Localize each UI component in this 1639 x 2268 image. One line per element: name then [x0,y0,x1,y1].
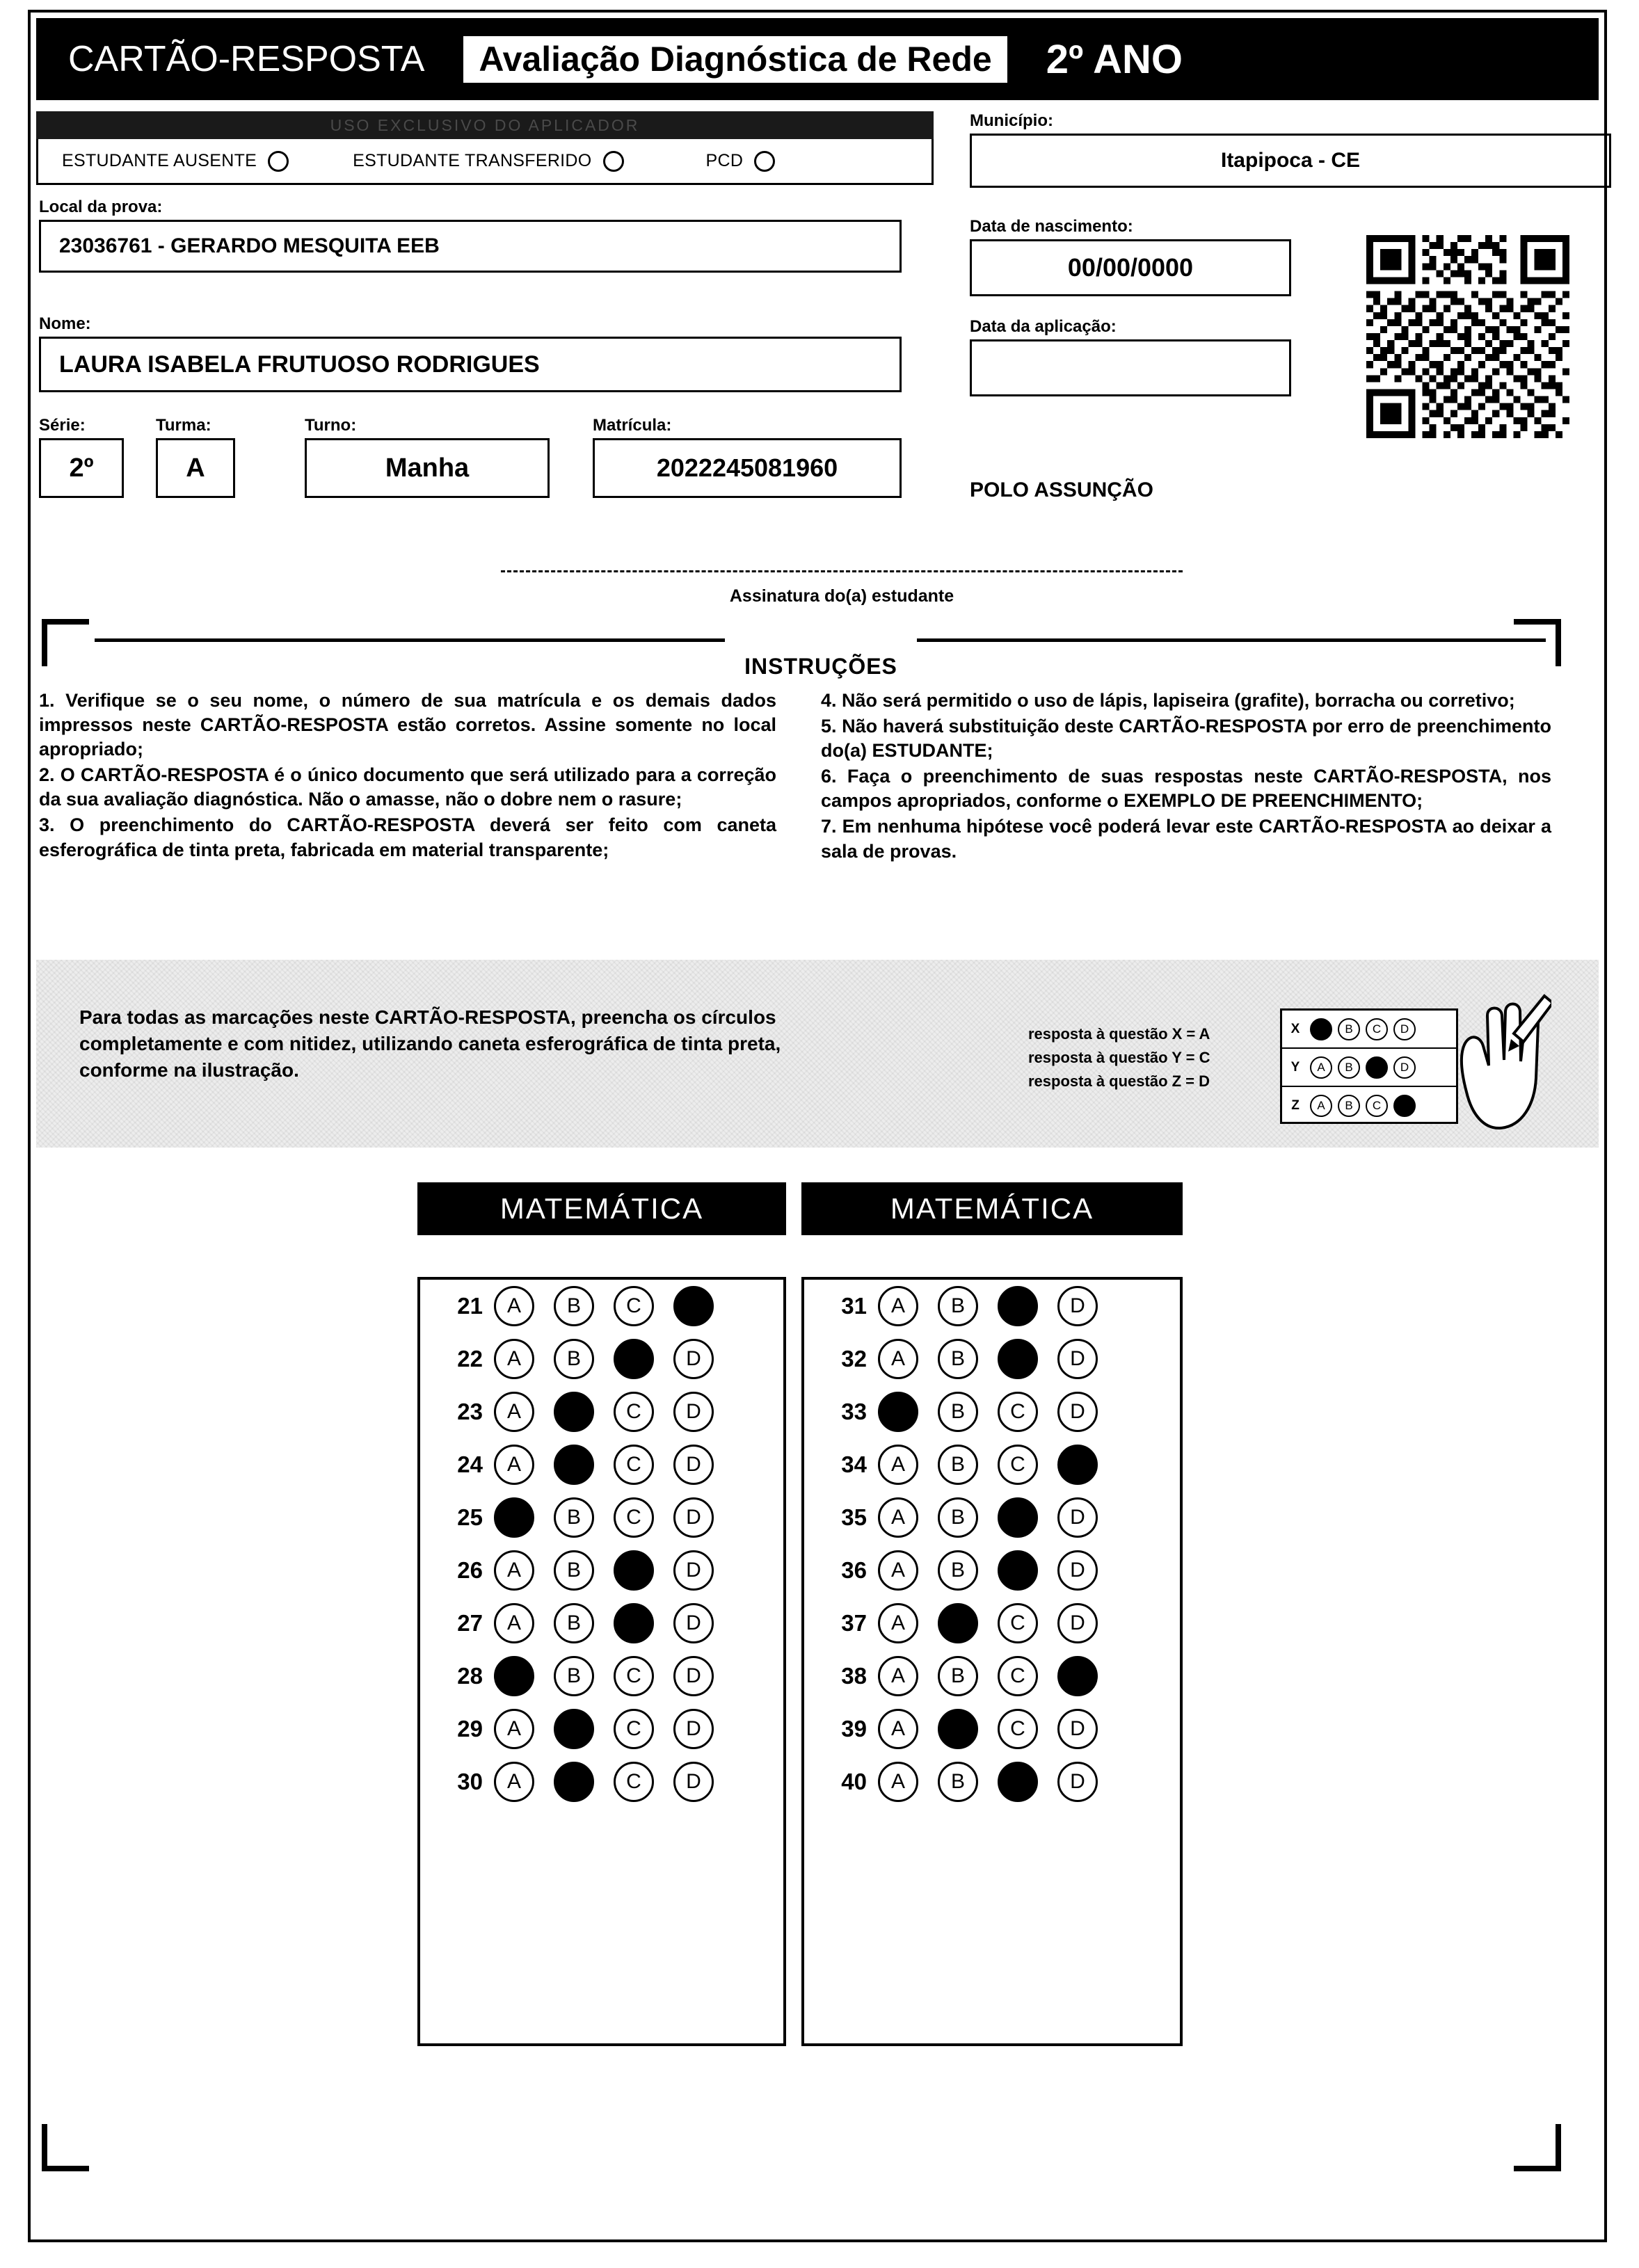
answer-bubble-a[interactable]: A [878,1656,918,1696]
answer-bubble-a[interactable] [494,1497,534,1538]
question-row[interactable] [804,1597,1180,1650]
header-bar [36,18,1599,100]
status-option-absent-label: ESTUDANTE AUSENTE [62,151,257,170]
answer-bubble-c[interactable] [998,1497,1038,1538]
example-bubble-b: B [1338,1095,1360,1117]
answer-bubble-b[interactable]: B [554,1286,594,1326]
answer-bubble-b[interactable] [938,1603,978,1643]
status-option-absent[interactable] [62,151,289,172]
answer-bubble-d[interactable]: D [673,1392,714,1432]
answer-bubble-b[interactable]: B [938,1445,978,1485]
status-transferred-bubble-icon[interactable] [603,151,624,172]
answer-bubble-d[interactable]: D [1057,1762,1098,1802]
question-row[interactable] [804,1280,1180,1333]
example-row-label: X [1290,1021,1300,1036]
answer-bubble-c[interactable] [614,1339,654,1379]
answer-bubble-d[interactable]: D [1057,1339,1098,1379]
instruction-item: 2. O CARTÃO-RESPOSTA é o único documento que será utilizado para a correção da sua avaliação diagnóstica. Não o amasse, não o dobre nem o rasure; [39,764,776,810]
question-number: 39 [841,1716,867,1742]
instruction-item: 6. Faça o preenchimento de suas respostas neste CARTÃO-RESPOSTA, nos campos apropriados, conforme o EXEMPLO DE PREENCHIMENTO; [821,766,1551,812]
legend-item: resposta à questão X = A [1028,1025,1210,1043]
status-option-pcd-label: PCD [705,151,744,170]
instruction-item: 7. Em nenhuma hipótese você poderá levar este CARTÃO-RESPOSTA ao deixar a sala de provas. [821,816,1551,862]
question-number: 36 [841,1557,867,1583]
aplicacao-field[interactable] [970,339,1291,396]
example-bubble-d: D [1393,1095,1416,1117]
instruction-item: 4. Não será permitido o uso de lápis, lapiseira (grafite), borracha ou corretivo; [821,690,1515,711]
example-bubble-c: C [1366,1056,1388,1079]
answer-bubble-a[interactable]: A [494,1339,534,1379]
instruction-item: 1. Verifique se o seu nome, o número de sua matrícula e os demais dados impressos neste CARTÃO-RESPOSTA estão corretos. Assine somente no local apropriado; [39,690,776,760]
answer-bubble-d[interactable] [673,1286,714,1326]
answer-bubble-a[interactable]: A [878,1709,918,1749]
answer-column-grid[interactable] [801,1277,1183,2046]
answer-bubble-c[interactable]: C [614,1656,654,1696]
question-number: 26 [457,1557,483,1583]
answer-bubble-c[interactable]: C [614,1762,654,1802]
registration-mark-bottom-left [42,2124,89,2171]
answer-bubble-d[interactable]: D [1057,1497,1098,1538]
turno-label: Turno: [305,416,357,435]
question-row[interactable] [420,1385,783,1438]
answer-bubble-a[interactable]: A [494,1392,534,1432]
answer-bubble-a[interactable]: A [878,1445,918,1485]
status-option-pcd[interactable] [706,151,776,172]
answer-bubble-b[interactable] [938,1709,978,1749]
nascimento-field[interactable]: 00/00/0000 [970,239,1291,296]
answer-bubble-d[interactable]: D [673,1445,714,1485]
question-number: 37 [841,1610,867,1636]
answer-bubble-b[interactable] [554,1762,594,1802]
legend-item: resposta à questão Y = C [1028,1049,1210,1067]
answer-bubble-c[interactable] [998,1550,1038,1591]
question-row[interactable] [804,1650,1180,1703]
answer-bubble-d[interactable]: D [673,1709,714,1749]
legend-item: resposta à questão Z = D [1028,1072,1210,1091]
answer-bubble-d[interactable]: D [673,1550,714,1591]
answer-bubble-c[interactable]: C [998,1709,1038,1749]
question-number: 27 [457,1610,483,1636]
question-number: 33 [841,1399,867,1424]
answer-bubble-d[interactable]: D [673,1339,714,1379]
grade-level: 2º ANO [1046,36,1183,82]
example-row-label: Y [1290,1059,1300,1075]
answer-bubble-c[interactable]: C [614,1392,654,1432]
question-row[interactable] [420,1703,783,1755]
answer-column-title: MATEMÁTICA [801,1182,1183,1235]
applicator-status-row [36,139,934,185]
answer-bubble-a[interactable]: A [878,1286,918,1326]
answer-bubble-a[interactable]: A [494,1286,534,1326]
instructions-title: INSTRUÇÕES [744,654,897,679]
answer-bubble-a[interactable]: A [494,1445,534,1485]
answer-bubble-d[interactable] [1057,1445,1098,1485]
answer-bubble-d[interactable]: D [1057,1709,1098,1749]
answer-bubble-a[interactable]: A [494,1550,534,1591]
answer-bubble-b[interactable]: B [554,1656,594,1696]
example-row [1282,1087,1456,1124]
question-row[interactable] [804,1544,1180,1597]
matricula-field[interactable]: 2022245081960 [593,438,902,498]
polo-label: POLO ASSUNÇÃO [970,478,1153,501]
instructions-rule-right [917,638,1546,642]
example-bubble-b: B [1338,1056,1360,1079]
answer-bubble-a[interactable] [494,1656,534,1696]
answer-bubble-d[interactable]: D [1057,1286,1098,1326]
question-row[interactable] [804,1333,1180,1385]
question-row[interactable] [804,1491,1180,1544]
question-number: 30 [457,1769,483,1794]
question-number: 38 [841,1663,867,1689]
question-row[interactable] [420,1280,783,1333]
answer-bubble-c[interactable] [614,1550,654,1591]
answer-bubble-c[interactable]: C [998,1603,1038,1643]
page-title: CARTÃO-RESPOSTA [68,39,425,79]
question-row[interactable] [420,1438,783,1491]
turma-label: Turma: [156,416,211,435]
instructions-column-left [39,689,776,864]
answer-bubble-a[interactable]: A [494,1709,534,1749]
example-bubble-a: A [1310,1095,1332,1117]
instruction-item: 3. O preenchimento do CARTÃO-RESPOSTA deverá ser feito com caneta esferográfica de tinta preta, fabricada em material transparente; [39,814,776,860]
municipio-field[interactable]: Itapipoca - CE [970,134,1611,188]
example-row [1282,1011,1456,1049]
question-number: 29 [457,1716,483,1742]
example-legend [1028,1022,1210,1093]
answer-bubble-c[interactable]: C [998,1392,1038,1432]
serie-label: Série: [39,416,86,435]
question-number: 32 [841,1346,867,1372]
matricula-label: Matrícula: [593,416,672,435]
answer-bubble-b[interactable]: B [938,1392,978,1432]
answer-bubble-c[interactable]: C [614,1445,654,1485]
status-option-transferred-label: ESTUDANTE TRANSFERIDO [353,151,592,170]
status-option-transferred[interactable] [353,151,623,172]
question-row[interactable] [420,1650,783,1703]
answer-bubble-d[interactable] [1057,1656,1098,1696]
question-number: 31 [841,1293,867,1319]
status-absent-bubble-icon[interactable] [268,151,289,172]
answer-bubble-b[interactable]: B [938,1286,978,1326]
answer-bubble-a[interactable]: A [878,1603,918,1643]
municipio-label: Município: [970,111,1053,130]
answer-bubble-d[interactable]: D [1057,1550,1098,1591]
answer-bubble-c[interactable] [614,1603,654,1643]
example-row [1282,1049,1456,1087]
answer-bubble-c[interactable]: C [614,1497,654,1538]
answer-bubble-c[interactable]: C [614,1286,654,1326]
answer-bubble-a[interactable]: A [878,1550,918,1591]
instructions-column-right [821,689,1551,865]
answer-bubble-d[interactable]: D [673,1497,714,1538]
answer-bubble-a[interactable] [878,1392,918,1432]
answer-bubble-b[interactable]: B [554,1603,594,1643]
qr-code [1366,235,1569,438]
example-bubble-d: D [1393,1018,1416,1040]
question-row[interactable] [420,1597,783,1650]
question-number: 22 [457,1346,483,1372]
applicator-strip-label: USO EXCLUSIVO DO APLICADOR [36,111,934,139]
registration-mark-top-left [42,619,89,666]
answer-bubble-b[interactable]: B [938,1339,978,1379]
answer-bubble-a[interactable]: A [878,1497,918,1538]
nome-field[interactable]: LAURA ISABELA FRUTUOSO RODRIGUES [39,337,902,392]
answer-bubble-b[interactable]: B [938,1762,978,1802]
answer-bubble-b[interactable] [554,1445,594,1485]
question-row[interactable] [804,1438,1180,1491]
answer-bubble-d[interactable]: D [1057,1603,1098,1643]
answer-bubble-b[interactable]: B [554,1497,594,1538]
turno-field[interactable]: Manha [305,438,550,498]
nascimento-label: Data de nascimento: [970,217,1133,236]
example-bubble-a: A [1310,1056,1332,1079]
signature-line[interactable] [501,570,1183,572]
registration-mark-top-right [1514,619,1561,666]
question-row[interactable] [420,1491,783,1544]
answer-column-grid[interactable] [417,1277,786,2046]
answer-bubble-c[interactable] [998,1762,1038,1802]
question-row[interactable] [804,1755,1180,1808]
answer-bubble-c[interactable]: C [998,1656,1038,1696]
example-bubble-a: A [1310,1018,1332,1040]
answer-bubble-b[interactable]: B [938,1550,978,1591]
question-number: 24 [457,1451,483,1477]
answer-bubble-c[interactable] [998,1339,1038,1379]
status-pcd-bubble-icon[interactable] [754,151,775,172]
example-bubble-b: B [1338,1018,1360,1040]
turma-field[interactable]: A [156,438,235,498]
registration-mark-bottom-right [1514,2124,1561,2171]
answer-bubble-c[interactable] [998,1286,1038,1326]
exam-name: Avaliação Diagnóstica de Rede [463,36,1007,83]
answer-bubble-a[interactable]: A [878,1762,918,1802]
question-number: 25 [457,1504,483,1530]
question-number: 23 [457,1399,483,1424]
instructions-rule-left [95,638,725,642]
question-number: 28 [457,1663,483,1689]
local-label: Local da prova: [39,198,163,216]
question-row[interactable] [804,1703,1180,1755]
question-number: 40 [841,1769,867,1794]
answer-bubble-b[interactable]: B [938,1656,978,1696]
answer-bubble-a[interactable]: A [494,1762,534,1802]
example-bubble-c: C [1366,1095,1388,1117]
answer-bubble-b[interactable] [554,1392,594,1432]
answer-bubble-a[interactable]: A [494,1603,534,1643]
example-instruction-text: Para todas as marcações neste CARTÃO-RESPOSTA, preencha os círculos completamente e com nitidez, utilizando caneta esferográfica de tinta preta, conforme na ilustração. [79,1006,781,1081]
instruction-item: 5. Não haverá substituição deste CARTÃO-RESPOSTA por erro de preenchimento do(a) ESTUDANTE; [821,716,1551,762]
question-row[interactable] [420,1544,783,1597]
question-row[interactable] [804,1385,1180,1438]
nome-label: Nome: [39,314,91,333]
local-field[interactable]: 23036761 - GERARDO MESQUITA EEB [39,220,902,273]
answer-bubble-b[interactable]: B [554,1339,594,1379]
answer-bubble-b[interactable]: B [554,1550,594,1591]
answer-bubble-d[interactable]: D [673,1762,714,1802]
example-row-label: Z [1291,1097,1300,1113]
example-bubble-grid [1280,1008,1458,1124]
signature-label: Assinatura do(a) estudante [729,586,954,606]
serie-field[interactable]: 2º [39,438,124,498]
hand-illustration-icon [1447,988,1551,1134]
answer-bubble-a[interactable]: A [878,1339,918,1379]
answer-bubble-c[interactable]: C [614,1709,654,1749]
question-number: 21 [457,1293,483,1319]
answer-bubble-b[interactable]: B [938,1497,978,1538]
question-number: 35 [841,1504,867,1530]
aplicacao-label: Data da aplicação: [970,317,1117,336]
answer-bubble-d[interactable]: D [1057,1392,1098,1432]
answer-bubble-b[interactable] [554,1709,594,1749]
question-row[interactable] [420,1755,783,1808]
answer-bubble-c[interactable]: C [998,1445,1038,1485]
answer-bubble-d[interactable]: D [673,1656,714,1696]
example-bubble-d: D [1393,1056,1416,1079]
answer-column-title: MATEMÁTICA [417,1182,786,1235]
example-bubble-c: C [1366,1018,1388,1040]
answer-bubble-d[interactable]: D [673,1603,714,1643]
question-number: 34 [841,1451,867,1477]
question-row[interactable] [420,1333,783,1385]
